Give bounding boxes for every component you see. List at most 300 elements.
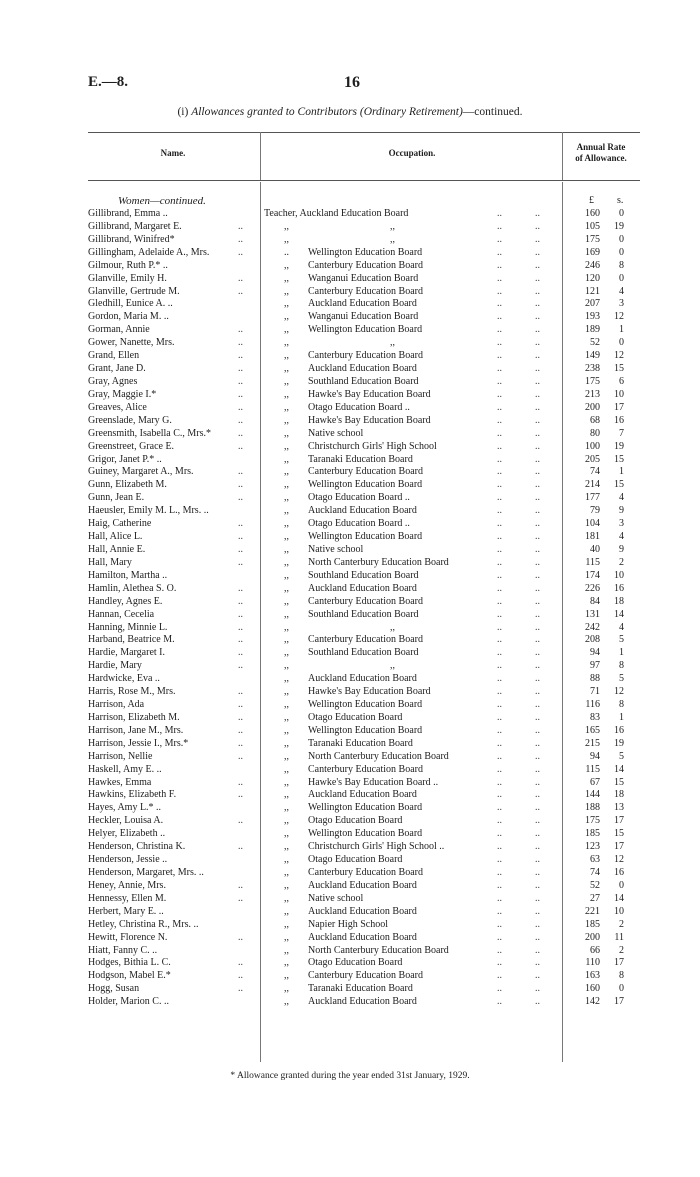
leader-dots: .. bbox=[497, 518, 502, 530]
ditto-mark: ,, bbox=[284, 466, 289, 478]
leader-dots: .. bbox=[535, 543, 540, 555]
occupation: Canterbury Education Board bbox=[308, 763, 423, 775]
leader-dots: .. bbox=[497, 763, 502, 775]
allowance-pounds: 215 bbox=[585, 737, 600, 749]
allowance-pounds: 160 bbox=[585, 208, 600, 219]
leader-dots: .. bbox=[535, 556, 540, 568]
ditto-mark: ,, bbox=[284, 724, 289, 736]
leader-dots: .. bbox=[238, 363, 243, 375]
leader-dots: .. bbox=[497, 686, 502, 698]
leader-dots: .. bbox=[238, 466, 243, 478]
occupation: Wellington Education Board bbox=[308, 479, 423, 491]
allowance-shillings: 2 bbox=[619, 918, 624, 930]
leader-dots: .. bbox=[535, 828, 540, 840]
leader-dots: .. bbox=[535, 388, 540, 400]
allowance-pounds: 84 bbox=[590, 595, 600, 607]
contributor-name: Hennessy, Ellen M. bbox=[88, 892, 167, 904]
leader-dots: .. bbox=[238, 401, 243, 413]
table-row bbox=[0, 454, 700, 467]
occupation: Wellington Education Board bbox=[308, 531, 423, 543]
allowance-shillings: 0 bbox=[619, 233, 624, 245]
leader-dots: .. bbox=[535, 970, 540, 982]
leader-dots: .. bbox=[238, 879, 243, 891]
allowance-shillings: 3 bbox=[619, 518, 624, 530]
leader-dots: .. bbox=[535, 608, 540, 620]
leader-dots: .. bbox=[497, 608, 502, 620]
occupation: Wellington Education Board bbox=[308, 699, 423, 711]
leader-dots: .. bbox=[238, 388, 243, 400]
allowance-pounds: 177 bbox=[585, 492, 600, 504]
leader-dots: .. bbox=[535, 905, 540, 917]
leader-dots: .. bbox=[497, 944, 502, 956]
rate-header-line2: of Allowance. bbox=[575, 153, 627, 163]
allowance-pounds: 213 bbox=[585, 388, 600, 400]
leader-dots: .. bbox=[497, 324, 502, 336]
ditto-mark: ,, bbox=[284, 673, 289, 685]
table-row bbox=[0, 544, 700, 557]
occupation: Taranaki Education Board bbox=[308, 737, 413, 749]
allowance-pounds: 175 bbox=[585, 815, 600, 827]
contributor-name: Greenstreet, Grace E. bbox=[88, 440, 175, 452]
leader-dots: .. bbox=[535, 324, 540, 336]
allowance-pounds: 115 bbox=[585, 763, 600, 775]
leader-dots: .. bbox=[497, 492, 502, 504]
leader-dots: .. bbox=[497, 427, 502, 439]
allowance-shillings: 14 bbox=[614, 608, 624, 620]
ditto-mark: ,, bbox=[284, 375, 289, 387]
table-row bbox=[0, 802, 700, 815]
ditto-mark: ,, bbox=[284, 311, 289, 323]
table-row bbox=[0, 298, 700, 311]
allowance-shillings: 0 bbox=[619, 879, 624, 891]
leader-dots: .. bbox=[238, 531, 243, 543]
leader-dots: .. bbox=[497, 815, 502, 827]
occupation: Wellington Education Board bbox=[308, 324, 423, 336]
allowance-pounds: 169 bbox=[585, 246, 600, 258]
occupation: Canterbury Education Board bbox=[308, 466, 423, 478]
allowance-pounds: 207 bbox=[585, 298, 600, 310]
table-row bbox=[0, 492, 700, 505]
contributor-name: Gray, Maggie I.* bbox=[88, 388, 157, 400]
ditto-mark: ,, bbox=[284, 401, 289, 413]
contributor-name: Gunn, Jean E. bbox=[88, 492, 145, 504]
contributor-name: Hardie, Mary bbox=[88, 660, 142, 672]
occupation: Auckland Education Board bbox=[308, 931, 417, 943]
ditto-mark: ,, bbox=[284, 892, 289, 904]
leader-dots: .. bbox=[497, 543, 502, 555]
table-row bbox=[0, 699, 700, 712]
leader-dots: .. bbox=[535, 647, 540, 659]
occupation: Auckland Education Board bbox=[308, 582, 417, 594]
leader-dots: .. bbox=[238, 220, 243, 232]
table-row bbox=[0, 363, 700, 376]
allowance-table-body bbox=[0, 208, 700, 1009]
allowance-shillings: 4 bbox=[619, 492, 624, 504]
leader-dots: .. bbox=[497, 854, 502, 866]
ditto-mark: ,, bbox=[284, 531, 289, 543]
leader-dots: .. bbox=[497, 375, 502, 387]
contributor-name: Hamlin, Alethea S. O. bbox=[88, 582, 177, 594]
contributor-name: Haskell, Amy E. .. bbox=[88, 763, 162, 775]
contributor-name: Gillibrand, Margaret E. bbox=[88, 220, 182, 232]
section-label: Women—continued. bbox=[118, 195, 206, 207]
occupation: Auckland Education Board bbox=[308, 905, 417, 917]
leader-dots: .. bbox=[497, 996, 502, 1008]
table-row bbox=[0, 725, 700, 738]
contributor-name: Hogg, Susan bbox=[88, 983, 140, 995]
table-row bbox=[0, 415, 700, 428]
contributor-name: Handley, Agnes E. bbox=[88, 595, 163, 607]
allowance-pounds: 94 bbox=[590, 750, 600, 762]
shillings-symbol: s. bbox=[617, 195, 624, 206]
contributor-name: Henderson, Margaret, Mrs. .. bbox=[88, 867, 204, 879]
ditto-mark: ,, bbox=[284, 595, 289, 607]
allowance-shillings: 0 bbox=[619, 246, 624, 258]
table-row bbox=[0, 350, 700, 363]
table-row bbox=[0, 932, 700, 945]
allowance-shillings: 8 bbox=[619, 699, 624, 711]
leader-dots: .. bbox=[497, 841, 502, 853]
contributor-name: Hiatt, Fanny C. .. bbox=[88, 944, 158, 956]
ditto-mark: ,, bbox=[284, 802, 289, 814]
leader-dots: .. bbox=[535, 737, 540, 749]
table-row bbox=[0, 570, 700, 583]
allowance-shillings: 8 bbox=[619, 970, 624, 982]
ditto-mark: ,, bbox=[284, 272, 289, 284]
leader-dots: .. bbox=[497, 595, 502, 607]
ditto-mark: ,, bbox=[284, 815, 289, 827]
contributor-name: Harrison, Jane M., Mrs. bbox=[88, 724, 184, 736]
leader-dots: .. bbox=[238, 608, 243, 620]
contributor-name: Hawkes, Emma bbox=[88, 776, 152, 788]
allowance-pounds: 68 bbox=[590, 414, 600, 426]
occupation: Canterbury Education Board bbox=[308, 595, 423, 607]
ditto-mark: ,, bbox=[284, 686, 289, 698]
leader-dots: .. bbox=[497, 931, 502, 943]
contributor-name: Helyer, Elizabeth .. bbox=[88, 828, 166, 840]
contributor-name: Glanville, Gertrude M. bbox=[88, 285, 180, 297]
leader-dots: .. bbox=[238, 556, 243, 568]
occupation-ditto: ,, bbox=[390, 337, 395, 349]
leader-dots: .. bbox=[535, 246, 540, 258]
allowance-pounds: 160 bbox=[585, 983, 600, 995]
table-row bbox=[0, 854, 700, 867]
contributor-name: Greaves, Alice bbox=[88, 401, 147, 413]
ditto-mark: ,, bbox=[284, 867, 289, 879]
leader-dots: .. bbox=[238, 660, 243, 672]
occupation-ditto: ,, bbox=[390, 220, 395, 232]
allowance-pounds: 200 bbox=[585, 401, 600, 413]
leader-dots: .. bbox=[535, 595, 540, 607]
table-row bbox=[0, 983, 700, 996]
occupation: Auckland Education Board bbox=[308, 879, 417, 891]
leader-dots: .. bbox=[238, 892, 243, 904]
allowance-pounds: 185 bbox=[585, 918, 600, 930]
leader-dots: .. bbox=[497, 918, 502, 930]
allowance-shillings: 9 bbox=[619, 543, 624, 555]
allowance-pounds: 80 bbox=[590, 427, 600, 439]
contributor-name: Gordon, Maria M. .. bbox=[88, 311, 169, 323]
allowance-shillings: 17 bbox=[614, 401, 624, 413]
table-row bbox=[0, 518, 700, 531]
occupation: Native school bbox=[308, 892, 364, 904]
allowance-shillings: 15 bbox=[614, 776, 624, 788]
ditto-mark: ,, bbox=[284, 363, 289, 375]
ditto-mark: ,, bbox=[284, 841, 289, 853]
leader-dots: .. bbox=[535, 259, 540, 271]
table-row bbox=[0, 402, 700, 415]
contributor-name: Gillibrand, Emma .. bbox=[88, 208, 168, 219]
leader-dots: .. bbox=[535, 518, 540, 530]
contributor-name: Harband, Beatrice M. bbox=[88, 634, 175, 646]
occupation: Hawke's Bay Education Board bbox=[308, 414, 431, 426]
contributor-name: Hodgson, Mabel E.* bbox=[88, 970, 171, 982]
leader-dots: .. bbox=[535, 802, 540, 814]
allowance-pounds: 115 bbox=[585, 556, 600, 568]
leader-dots: .. bbox=[238, 750, 243, 762]
contributor-name: Hannan, Cecelia bbox=[88, 608, 155, 620]
leader-dots: .. bbox=[535, 660, 540, 672]
table-row bbox=[0, 557, 700, 570]
table-row bbox=[0, 583, 700, 596]
leader-dots: .. bbox=[535, 699, 540, 711]
contributor-name: Hetley, Christina R., Mrs. .. bbox=[88, 918, 199, 930]
table-row bbox=[0, 609, 700, 622]
ditto-mark: ,, bbox=[284, 879, 289, 891]
ditto-mark: ,, bbox=[284, 259, 289, 271]
leader-dots: .. bbox=[535, 750, 540, 762]
contributor-name: Henderson, Jessie .. bbox=[88, 854, 168, 866]
occupation: Southland Education Board bbox=[308, 375, 419, 387]
leader-dots: .. bbox=[497, 699, 502, 711]
ditto-mark: ,, bbox=[284, 440, 289, 452]
allowance-pounds: 165 bbox=[585, 724, 600, 736]
leader-dots: .. bbox=[497, 363, 502, 375]
allowance-shillings: 17 bbox=[614, 957, 624, 969]
leader-dots: .. bbox=[535, 233, 540, 245]
leader-dots: .. bbox=[238, 737, 243, 749]
contributor-name: Hodges, Bithia L. C. bbox=[88, 957, 171, 969]
leader-dots: .. bbox=[238, 233, 243, 245]
allowance-shillings: 2 bbox=[619, 944, 624, 956]
header-top-rule bbox=[88, 132, 640, 133]
leader-dots: .. bbox=[497, 388, 502, 400]
allowance-shillings: 0 bbox=[619, 337, 624, 349]
subtitle-italic: Allowances granted to Contributors (Ordinary Retirement) bbox=[191, 106, 463, 118]
leader-dots: .. bbox=[238, 776, 243, 788]
allowance-shillings: 17 bbox=[614, 841, 624, 853]
table-row bbox=[0, 712, 700, 725]
allowance-pounds: 120 bbox=[585, 272, 600, 284]
table-row bbox=[0, 815, 700, 828]
leader-dots: .. bbox=[497, 711, 502, 723]
allowance-shillings: 19 bbox=[614, 220, 624, 232]
contributor-name: Hamilton, Martha .. bbox=[88, 569, 168, 581]
ditto-mark: ,, bbox=[284, 931, 289, 943]
occupation: Hawke's Bay Education Board bbox=[308, 686, 431, 698]
leader-dots: .. bbox=[497, 220, 502, 232]
allowance-shillings: 17 bbox=[614, 815, 624, 827]
occupation: Christchurch Girls' High School bbox=[308, 440, 437, 452]
table-row bbox=[0, 660, 700, 673]
table-row bbox=[0, 634, 700, 647]
allowance-shillings: 16 bbox=[614, 724, 624, 736]
contributor-name: Glanville, Emily H. bbox=[88, 272, 167, 284]
occupation: Southland Education Board bbox=[308, 647, 419, 659]
leader-dots: .. bbox=[497, 634, 502, 646]
footnote: * Allowance granted during the year ended 31st January, 1929. bbox=[230, 1071, 470, 1081]
leader-dots: .. bbox=[497, 531, 502, 543]
contributor-name: Gledhill, Eunice A. .. bbox=[88, 298, 173, 310]
ditto-mark: ,, bbox=[284, 479, 289, 491]
table-row bbox=[0, 247, 700, 260]
allowance-pounds: 131 bbox=[585, 608, 600, 620]
allowance-shillings: 6 bbox=[619, 375, 624, 387]
contributor-name: Hall, Alice L. bbox=[88, 531, 143, 543]
occupation: Otago Education Board .. bbox=[308, 492, 410, 504]
leader-dots: .. bbox=[238, 582, 243, 594]
contributor-name: Gower, Nanette, Mrs. bbox=[88, 337, 175, 349]
ditto-mark: ,, bbox=[284, 854, 289, 866]
leader-dots: .. bbox=[497, 970, 502, 982]
table-row bbox=[0, 764, 700, 777]
leader-dots: .. bbox=[535, 427, 540, 439]
occupation: Canterbury Education Board bbox=[308, 970, 423, 982]
occupation: Native school bbox=[308, 427, 364, 439]
leader-dots: .. bbox=[497, 892, 502, 904]
ditto-mark: ,, bbox=[284, 324, 289, 336]
leader-dots: .. bbox=[238, 492, 243, 504]
occupation: Canterbury Education Board bbox=[308, 350, 423, 362]
column-header-occupation: Occupation. bbox=[388, 148, 436, 158]
leader-dots: .. bbox=[535, 957, 540, 969]
allowance-pounds: 40 bbox=[590, 543, 600, 555]
ditto-mark: ,, bbox=[284, 518, 289, 530]
allowance-shillings: 18 bbox=[614, 595, 624, 607]
ditto-mark: ,, bbox=[284, 492, 289, 504]
leader-dots: .. bbox=[535, 220, 540, 232]
leader-dots: .. bbox=[535, 763, 540, 775]
table-row bbox=[0, 893, 700, 906]
leader-dots: .. bbox=[497, 233, 502, 245]
occupation: Wellington Education Board bbox=[308, 802, 423, 814]
allowance-pounds: 97 bbox=[590, 660, 600, 672]
leader-dots: .. bbox=[238, 724, 243, 736]
leader-dots: .. bbox=[497, 983, 502, 995]
leader-dots: .. bbox=[238, 711, 243, 723]
leader-dots: .. bbox=[535, 440, 540, 452]
allowance-shillings: 14 bbox=[614, 892, 624, 904]
occupation: Auckland Education Board bbox=[308, 996, 417, 1008]
table-row bbox=[0, 673, 700, 686]
leader-dots: .. bbox=[238, 337, 243, 349]
allowance-pounds: 246 bbox=[585, 259, 600, 271]
leader-dots: .. bbox=[238, 621, 243, 633]
table-row bbox=[0, 221, 700, 234]
contributor-name: Haig, Catherine bbox=[88, 518, 152, 530]
ditto-mark: ,, bbox=[284, 427, 289, 439]
contributor-name: Hardwicke, Eva .. bbox=[88, 673, 160, 685]
leader-dots: .. bbox=[535, 892, 540, 904]
leader-dots: .. bbox=[497, 776, 502, 788]
occupation-ditto: ,, bbox=[390, 660, 395, 672]
table-row bbox=[0, 777, 700, 790]
allowance-pounds: 71 bbox=[590, 686, 600, 698]
table-row bbox=[0, 789, 700, 802]
leader-dots: .. bbox=[535, 479, 540, 491]
contributor-name: Haeusler, Emily M. L., Mrs. .. bbox=[88, 505, 209, 517]
leader-dots: .. bbox=[238, 841, 243, 853]
ditto-mark: ,, bbox=[284, 711, 289, 723]
leader-dots: .. bbox=[497, 905, 502, 917]
allowance-pounds: 238 bbox=[585, 363, 600, 375]
table-row bbox=[0, 208, 700, 221]
table-row bbox=[0, 751, 700, 764]
occupation: North Canterbury Education Board bbox=[308, 944, 449, 956]
table-row bbox=[0, 957, 700, 970]
contributor-name: Hall, Mary bbox=[88, 556, 132, 568]
table-row bbox=[0, 273, 700, 286]
allowance-pounds: 27 bbox=[590, 892, 600, 904]
allowance-shillings: 4 bbox=[619, 621, 624, 633]
table-row bbox=[0, 647, 700, 660]
occupation: Napier High School bbox=[308, 918, 388, 930]
occupation: Wellington Education Board bbox=[308, 724, 423, 736]
page-number: 16 bbox=[344, 74, 360, 91]
table-row bbox=[0, 389, 700, 402]
leader-dots: .. bbox=[497, 737, 502, 749]
table-row bbox=[0, 337, 700, 350]
leader-dots: .. bbox=[497, 647, 502, 659]
allowance-shillings: 1 bbox=[619, 711, 624, 723]
leader-dots: .. bbox=[238, 427, 243, 439]
occupation: Wellington Education Board bbox=[308, 246, 423, 258]
ditto-mark: ,, bbox=[284, 828, 289, 840]
leader-dots: .. bbox=[535, 350, 540, 362]
allowance-shillings: 8 bbox=[619, 660, 624, 672]
column-header-rate bbox=[566, 142, 636, 164]
leader-dots: .. bbox=[535, 298, 540, 310]
contributor-name: Harrison, Elizabeth M. bbox=[88, 711, 180, 723]
allowance-pounds: 181 bbox=[585, 531, 600, 543]
allowance-pounds: 83 bbox=[590, 711, 600, 723]
leader-dots: .. bbox=[535, 879, 540, 891]
contributor-name: Gillibrand, Winifred* bbox=[88, 233, 175, 245]
ditto-mark: ,, bbox=[284, 647, 289, 659]
ditto-mark: ,, bbox=[284, 388, 289, 400]
ditto-mark: ,, bbox=[284, 944, 289, 956]
occupation: Canterbury Education Board bbox=[308, 285, 423, 297]
allowance-pounds: 214 bbox=[585, 479, 600, 491]
allowance-shillings: 10 bbox=[614, 388, 624, 400]
allowance-shillings: 0 bbox=[619, 272, 624, 284]
leader-dots: .. bbox=[238, 983, 243, 995]
ditto-mark: ,, bbox=[284, 582, 289, 594]
leader-dots: .. bbox=[535, 918, 540, 930]
allowance-shillings: 10 bbox=[614, 569, 624, 581]
leader-dots: .. bbox=[535, 272, 540, 284]
leader-dots: .. bbox=[238, 246, 243, 258]
occupation: Southland Education Board bbox=[308, 569, 419, 581]
allowance-pounds: 142 bbox=[585, 996, 600, 1008]
ditto-mark: ,, bbox=[284, 608, 289, 620]
subtitle-tail: —continued. bbox=[462, 106, 523, 118]
table-row bbox=[0, 686, 700, 699]
leader-dots: .. bbox=[238, 414, 243, 426]
allowance-shillings: 5 bbox=[619, 673, 624, 685]
leader-dots: .. bbox=[497, 505, 502, 517]
allowance-pounds: 226 bbox=[585, 582, 600, 594]
